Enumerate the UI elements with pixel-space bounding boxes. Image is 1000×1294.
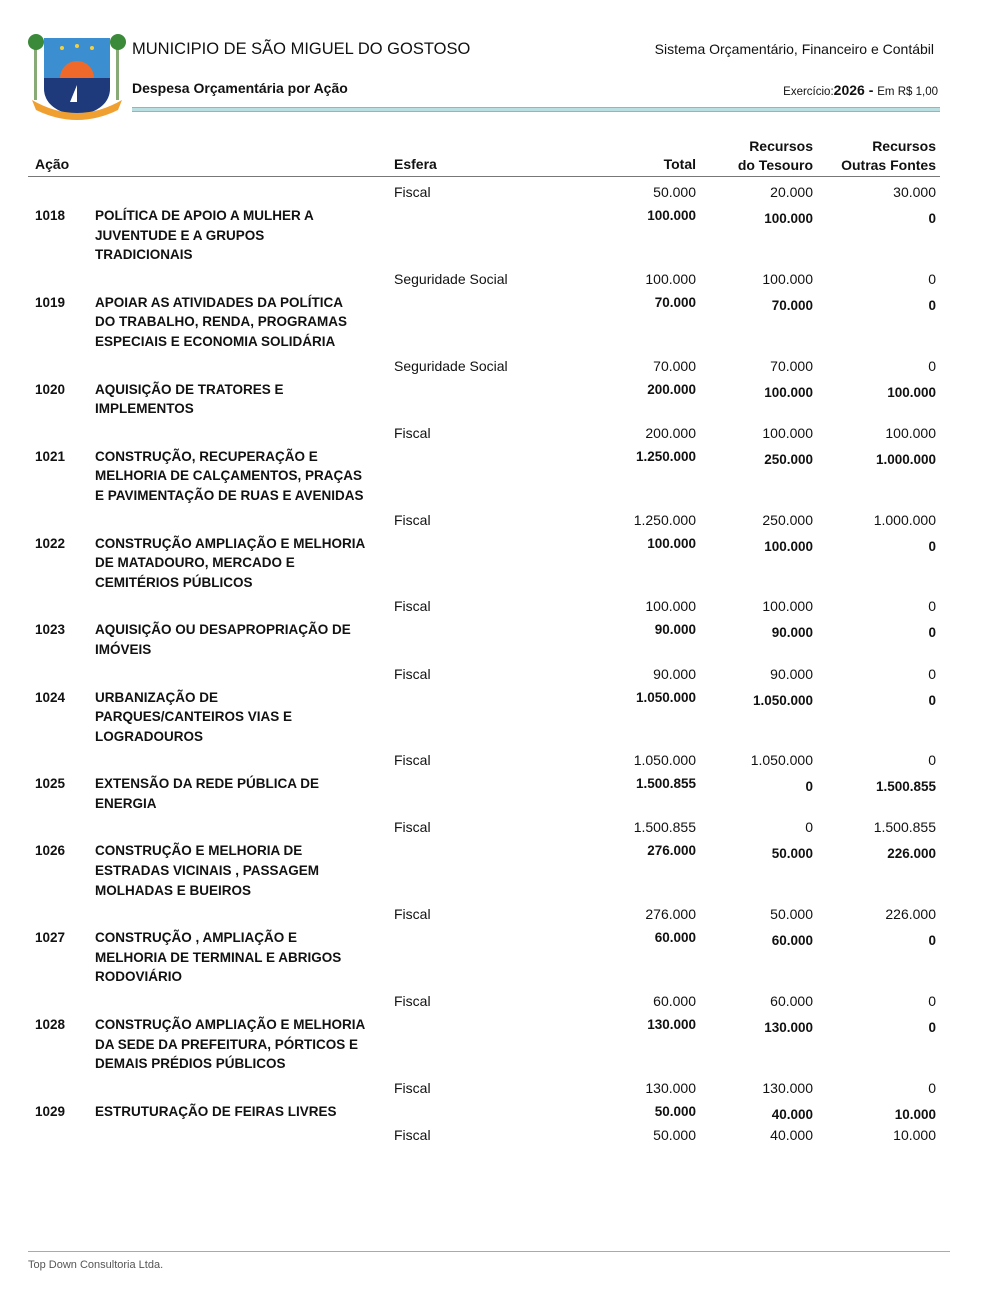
esfera: Seguridade Social (394, 357, 508, 374)
action-total: 1.500.855 (635, 776, 696, 792)
municipal-coat-of-arms-logo (28, 30, 126, 122)
esfera: Fiscal (394, 1079, 431, 1096)
total: 50.000 (653, 1127, 696, 1144)
action-tesouro: 0 (805, 779, 813, 795)
tesouro: 1.050.000 (750, 752, 813, 769)
action-total: 200.000 (647, 381, 696, 397)
action-code: 1020 (35, 381, 66, 397)
outras-fontes: 100.000 (885, 424, 936, 441)
detail-row (0, 596, 1000, 620)
outras-fontes: 226.000 (885, 906, 936, 923)
tesouro: 250.000 (762, 511, 813, 528)
action-outras-fontes: 1.500.855 (875, 779, 936, 795)
action-tesouro: 70.000 (771, 297, 813, 313)
action-row (0, 1015, 1000, 1078)
col-header-outras-line1: Recursos (872, 138, 936, 154)
action-description: APOIAR AS ATIVIDADES DA POLÍTICA DO TRABALHO, RENDA, PROGRAMAS ESPECIAIS E ECONOMIA SOLIDÁRIA (95, 294, 347, 349)
currency-note: Em R$ 1,00 (877, 86, 938, 98)
esfera: Seguridade Social (394, 270, 508, 287)
detail-row (0, 750, 1000, 774)
tesouro: 90.000 (770, 665, 813, 682)
action-row (0, 380, 1000, 423)
action-description: URBANIZAÇÃO DE PARQUES/CANTEIROS VIAS E LOGRADOUROS (95, 689, 293, 744)
action-code: 1025 (35, 776, 66, 792)
outras-fontes: 0 (928, 993, 936, 1010)
action-tesouro: 130.000 (764, 1020, 813, 1036)
outras-fontes: 30.000 (893, 184, 936, 200)
esfera: Fiscal (394, 598, 431, 615)
action-tesouro: 100.000 (764, 384, 813, 400)
action-outras-fontes: 100.000 (887, 384, 936, 400)
total: 60.000 (653, 993, 696, 1010)
col-header-tesouro-line1: Recursos (749, 138, 813, 154)
esfera: Fiscal (394, 993, 431, 1010)
outras-fontes: 0 (928, 598, 936, 615)
action-row (0, 534, 1000, 597)
total: 70.000 (653, 357, 696, 374)
col-header-outras (841, 137, 936, 175)
total: 1.050.000 (633, 752, 696, 769)
action-row (0, 928, 1000, 991)
esfera: Fiscal (394, 906, 431, 923)
esfera: Fiscal (394, 819, 431, 836)
action-description: CONSTRUÇÃO, RECUPERAÇÃO E MELHORIA DE CALÇAMENTOS, PRAÇAS E PAVIMENTAÇÃO DE RUAS E AVENIDAS (95, 448, 364, 503)
outras-fontes: 0 (928, 665, 936, 682)
action-row (0, 774, 1000, 817)
action-description: CONSTRUÇÃO AMPLIAÇÃO E MELHORIA DA SEDE DA PREFEITURA, PÓRTICOS E DEMAIS PRÉDIOS PÚBLICOS (95, 1017, 365, 1072)
action-tesouro: 60.000 (771, 933, 813, 949)
detail-row (0, 904, 1000, 928)
footer-divider (28, 1251, 950, 1252)
action-description: AQUISIÇÃO OU DESAPROPRIAÇÃO DE IMÓVEIS (95, 622, 351, 657)
detail-row (0, 356, 1000, 380)
tesouro: 0 (805, 819, 813, 836)
action-row (0, 206, 1000, 269)
action-code: 1028 (35, 1017, 66, 1033)
action-outras-fontes: 0 (928, 933, 936, 949)
outras-fontes: 0 (928, 752, 936, 769)
municipality-name: MUNICIPIO DE SÃO MIGUEL DO GOSTOSO (132, 40, 471, 58)
action-tesouro: 90.000 (771, 625, 813, 641)
total: 1.250.000 (633, 511, 696, 528)
action-total: 60.000 (654, 930, 696, 946)
tesouro: 50.000 (770, 906, 813, 923)
col-header-tesouro-line2: do Tesouro (737, 157, 813, 173)
tesouro: 60.000 (770, 993, 813, 1010)
action-description: ESTRUTURAÇÃO DE FEIRAS LIVRES (95, 1103, 337, 1119)
action-outras-fontes: 0 (928, 211, 936, 226)
table-header-divider (28, 176, 940, 177)
tesouro: 100.000 (762, 598, 813, 615)
action-outras-fontes: 0 (928, 625, 936, 641)
total: 1.500.855 (633, 819, 696, 836)
tesouro: 20.000 (770, 184, 813, 200)
outras-fontes: 0 (928, 1079, 936, 1096)
action-row (0, 1102, 1000, 1126)
tesouro: 100.000 (762, 424, 813, 441)
action-tesouro: 50.000 (771, 846, 813, 862)
exercise-label: Exercício: (783, 86, 834, 98)
action-description: CONSTRUÇÃO E MELHORIA DE ESTRADAS VICINAIS , PASSAGEM MOLHADAS E BUEIROS (95, 843, 320, 898)
total: 200.000 (645, 424, 696, 441)
col-header-total: Total (663, 156, 696, 172)
action-outras-fontes: 10.000 (894, 1106, 936, 1122)
detail-row (0, 991, 1000, 1015)
action-tesouro: 250.000 (764, 451, 813, 467)
detail-row (0, 510, 1000, 534)
action-code: 1023 (35, 622, 66, 638)
action-outras-fontes: 0 (928, 538, 936, 554)
esfera: Fiscal (394, 1127, 431, 1144)
action-row (0, 841, 1000, 904)
detail-row (0, 1078, 1000, 1102)
tesouro: 70.000 (770, 357, 813, 374)
action-outras-fontes: 0 (928, 692, 936, 708)
detail-row (0, 269, 1000, 293)
outras-fontes: 10.000 (893, 1127, 936, 1144)
action-total: 100.000 (647, 208, 696, 223)
esfera: Fiscal (394, 665, 431, 682)
action-code: 1026 (35, 843, 66, 859)
action-total: 90.000 (654, 622, 696, 638)
action-description: AQUISIÇÃO DE TRATORES E IMPLEMENTOS (95, 381, 284, 417)
action-outras-fontes: 1.000.000 (875, 451, 936, 467)
action-outras-fontes: 0 (928, 297, 936, 313)
col-header-tesouro (738, 137, 813, 175)
action-row (0, 293, 1000, 356)
tesouro: 100.000 (762, 270, 813, 287)
action-tesouro: 100.000 (764, 538, 813, 554)
action-row (0, 447, 1000, 510)
detail-row (0, 182, 1000, 206)
total: 50.000 (653, 184, 696, 200)
exercise-info: Exercício:2026 - Em R$ 1,00 (783, 82, 938, 98)
action-code: 1024 (35, 689, 66, 705)
esfera: Fiscal (394, 511, 431, 528)
action-total: 130.000 (647, 1017, 696, 1033)
col-header-esfera: Esfera (394, 156, 437, 172)
tesouro: 40.000 (770, 1127, 813, 1144)
action-total: 276.000 (647, 843, 696, 859)
action-description: CONSTRUÇÃO AMPLIAÇÃO E MELHORIA DE MATADOURO, MERCADO E CEMITÉRIOS PÚBLICOS (95, 535, 365, 590)
total: 276.000 (645, 906, 696, 923)
outras-fontes: 1.000.000 (873, 511, 936, 528)
action-code: 1027 (35, 930, 66, 946)
total: 100.000 (645, 270, 696, 287)
detail-row (0, 664, 1000, 688)
outras-fontes: 0 (928, 357, 936, 374)
header-divider (132, 107, 940, 112)
detail-row (0, 817, 1000, 841)
action-tesouro: 1.050.000 (752, 692, 813, 708)
action-code: 1019 (35, 294, 66, 310)
action-code: 1022 (35, 535, 66, 551)
total: 130.000 (645, 1079, 696, 1096)
total: 100.000 (645, 598, 696, 615)
report-title: Despesa Orçamentária por Ação (132, 80, 348, 96)
action-code: 1018 (35, 208, 66, 223)
outras-fontes: 0 (928, 270, 936, 287)
system-name: Sistema Orçamentário, Financeiro e Contábil (654, 41, 934, 57)
col-header-outras-line2: Outras Fontes (841, 157, 936, 173)
action-row (0, 688, 1000, 751)
esfera: Fiscal (394, 184, 431, 200)
action-outras-fontes: 0 (928, 1020, 936, 1036)
tesouro: 130.000 (762, 1079, 813, 1096)
action-code: 1029 (35, 1103, 66, 1119)
action-description: CONSTRUÇÃO , AMPLIAÇÃO E MELHORIA DE TERMINAL E ABRIGOS RODOVIÁRIO (95, 930, 342, 985)
action-code: 1021 (35, 448, 66, 464)
col-header-acao: Ação (35, 156, 70, 172)
action-total: 70.000 (654, 294, 696, 310)
table-body (0, 182, 1000, 1149)
footer-company: Top Down Consultoria Ltda. (28, 1259, 164, 1271)
action-tesouro: 100.000 (764, 211, 813, 226)
esfera: Fiscal (394, 752, 431, 769)
action-total: 50.000 (654, 1103, 696, 1119)
action-total: 100.000 (647, 535, 696, 551)
esfera: Fiscal (394, 424, 431, 441)
action-tesouro: 40.000 (771, 1106, 813, 1122)
detail-row (0, 1125, 1000, 1149)
outras-fontes: 1.500.855 (873, 819, 936, 836)
action-outras-fontes: 226.000 (887, 846, 936, 862)
action-total: 1.250.000 (635, 448, 696, 464)
detail-row (0, 423, 1000, 447)
action-description: EXTENSÃO DA REDE PÚBLICA DE ENERGIA (95, 776, 320, 811)
action-row (0, 620, 1000, 663)
action-total: 1.050.000 (635, 689, 696, 705)
total: 90.000 (653, 665, 696, 682)
exercise-year: 2026 (833, 82, 865, 98)
action-description: POLÍTICA DE APOIO A MULHER A JUVENTUDE E A GRUPOS TRADICIONAIS (95, 208, 314, 263)
